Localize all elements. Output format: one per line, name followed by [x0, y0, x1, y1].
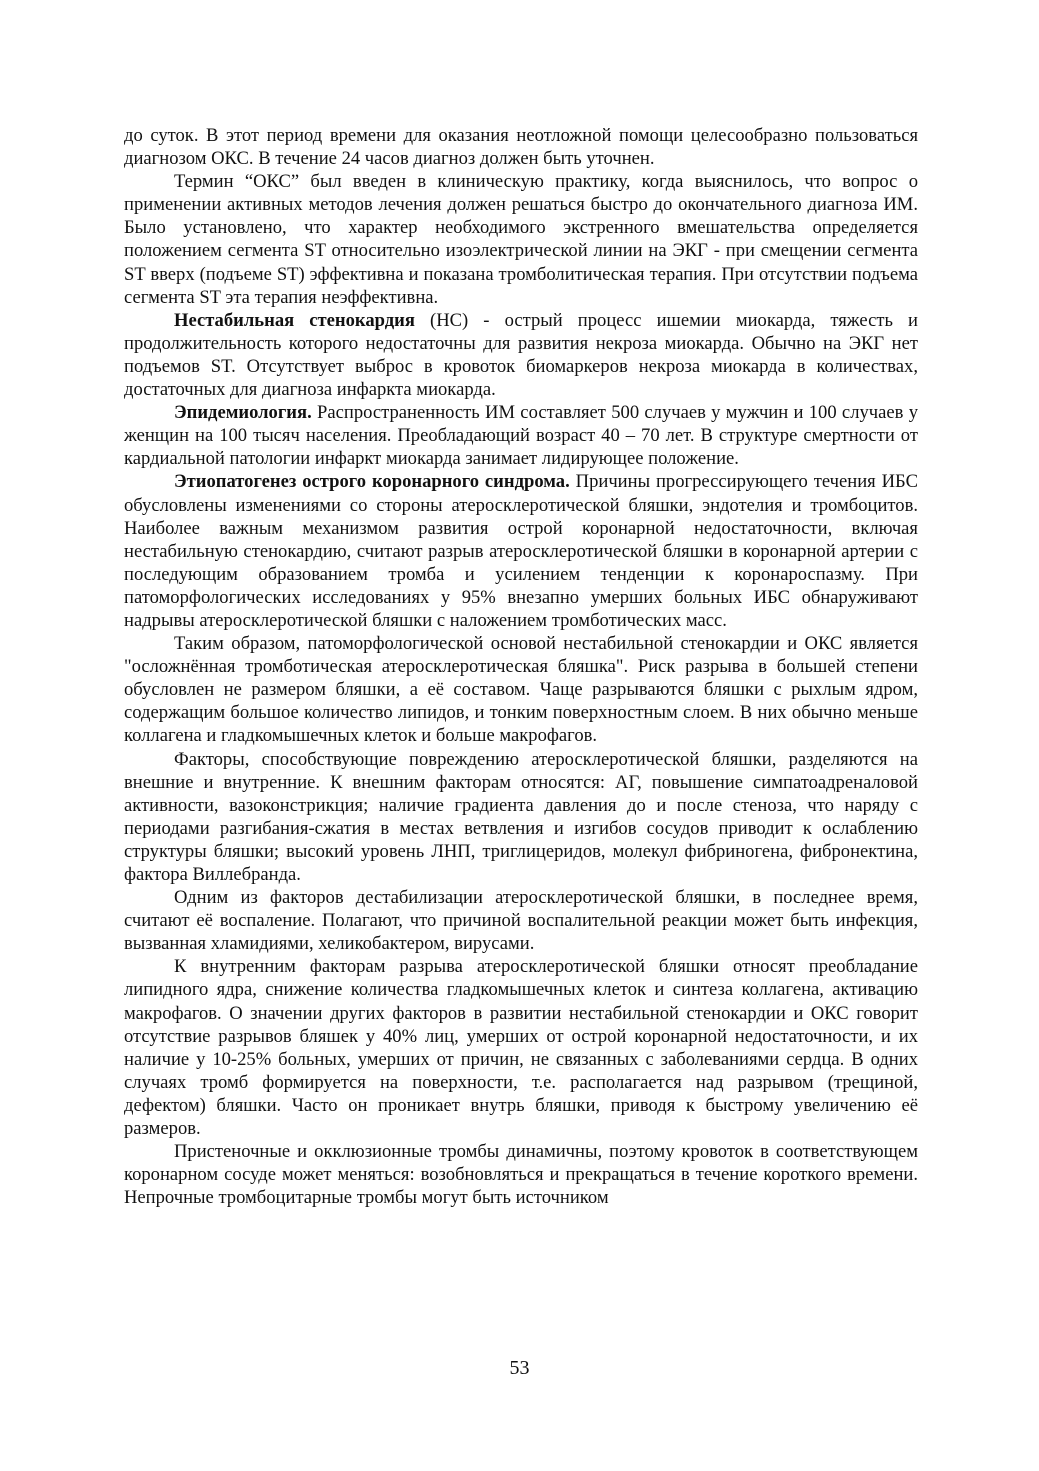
paragraph-text: К внутренним факторам разрыва атеросклеротической бляшки относят преобладание липидного ядра, снижение количества гладкомышечных клеток и синтеза коллагена, активацию макрофагов. О значении других факторов в развитии нестабильной стенокардии и ОКС говорит отсутствие разрывов бляшек у 40% лиц, умерших от острой коронарной недостаточности, и их наличие у 10-25% больных, умерших от причин, не связанных с заболеваниями сердца. В одних случаях тромб формируется на поверхности, т.е. располагается над разрывом (трещиной, дефектом) бляшки. Часто он проникает внутрь бляшки, приводя к быстрому увеличению её размеров. — [124, 956, 918, 1140]
paragraph-text: Термин “ОКС” был введен в клиническую практику, когда выяснилось, что вопрос о применении активных методов лечения должен решаться быстро до окончательного диагноза ИМ. Было установлено, что характер необходимого экстренного вмешательства определяется положением сегмента ST относительно изоэлектрической линии на ЭКГ - при смещении сегмента ST вверх (подъеме ST) эффективна и показана тромболитическая терапия. При отсутствии подъема сегмента ST эта терапия неэффективна. — [124, 171, 918, 308]
paragraph-9 — [124, 955, 918, 1140]
paragraph-text: Таким образом, патоморфологической основой нестабильной стенокардии и ОКС является "осложнённая тромботическая атеросклеротическая бляшка". Риск разрыва в большей степени обусловлен не размером бляшки, а её составом. Чаще разрываются бляшки с рыхлым ядром, содержащим большое количество липидов, и тонким поверхностным слоем. В них обычно меньше коллагена и гладкомышечных клеток и больше макрофагов. — [124, 633, 918, 747]
paragraph-6 — [124, 632, 918, 747]
paragraph-10 — [124, 1140, 918, 1209]
paragraph-2 — [124, 170, 918, 309]
paragraph-1 — [124, 124, 918, 170]
paragraph-term: Нестабильная стенокардия — [174, 309, 415, 331]
page-number: 53 — [509, 1357, 530, 1379]
page-body — [124, 124, 918, 1209]
paragraph-term: Эпидемиология. — [174, 402, 312, 424]
paragraph-text: Факторы, способствующие повреждению атеросклеротической бляшки, разделяются на внешние и внутренние. К внешним факторам относятся: АГ, повышение симпатоадреналовой активности, вазоконстрикция; наличие градиента давления до и после стеноза, что наряду с периодами разгибания-сжатия в местах ветвления и изгибов сосудов приводит к ослаблению структуры бляшки; высокий уровень ЛНП, триглицеридов, молекул фибриногена, фибронектина, фактора Виллебранда. — [124, 748, 918, 885]
paragraph-etiopathogenesis — [124, 470, 918, 632]
paragraph-text: Распространенность ИМ составляет 500 случаев у мужчин и 100 случаев у женщин на 100 тысяч населения. Преобладающий возраст 40 – 70 лет. В структуре смертности от кардиальной патологии инфаркт миокарда занимает лидирующее положение. — [124, 402, 918, 470]
paragraph-term: Этиопатогенез острого коронарного синдрома. — [174, 471, 570, 493]
paragraph-epidemiology — [124, 401, 918, 470]
paragraph-unstable-angina — [124, 309, 918, 401]
paragraph-text: (НС) - острый процесс ишемии миокарда, тяжесть и продолжительность которого недостаточны для развития некроза миокарда. Обычно на ЭКГ нет подъемов ST. Отсутствует выброс в кровоток биомаркеров некроза миокарда в количествах, достаточных для диагноза инфаркта миокарда. — [124, 309, 918, 401]
paragraph-text: Одним из факторов дестабилизации атеросклеротической бляшки, в последнее время, считают её воспаление. Полагают, что причиной воспалительной реакции может быть инфекция, вызванная хламидиями, хеликобактером, вирусами. — [124, 887, 918, 955]
paragraph-7 — [124, 748, 918, 887]
paragraph-text: Пристеночные и окклюзионные тромбы динамичны, поэтому кровоток в соответствующем коронарном сосуде может меняться: возобновляться и прекращаться в течение короткого времени. Непрочные тромбоцитарные тромбы могут быть источником — [124, 1141, 918, 1209]
paragraph-text: Причины прогрессирующего течения ИБС обусловлены изменениями со стороны атеросклеротической бляшки, эндотелия и тромбоцитов. Наиболее важным механизмом развития острой коронарной недостаточности, включая нестабильную стенокардию, считают разрыв атеросклеротической бляшки в коронарной артерии с последующим образованием тромба и усилением тенденции к коронароспазму. При патоморфологических исследованиях у 95% внезапно умерших больных ИБС обнаруживают надрывы атеросклеротической бляшки с наложением тромботических масс. — [124, 471, 918, 631]
paragraph-8 — [124, 886, 918, 955]
paragraph-text: до суток. В этот период времени для оказания неотложной помощи целесообразно пользоваться диагнозом ОКС. В течение 24 часов диагноз должен быть уточнен. — [124, 125, 918, 170]
